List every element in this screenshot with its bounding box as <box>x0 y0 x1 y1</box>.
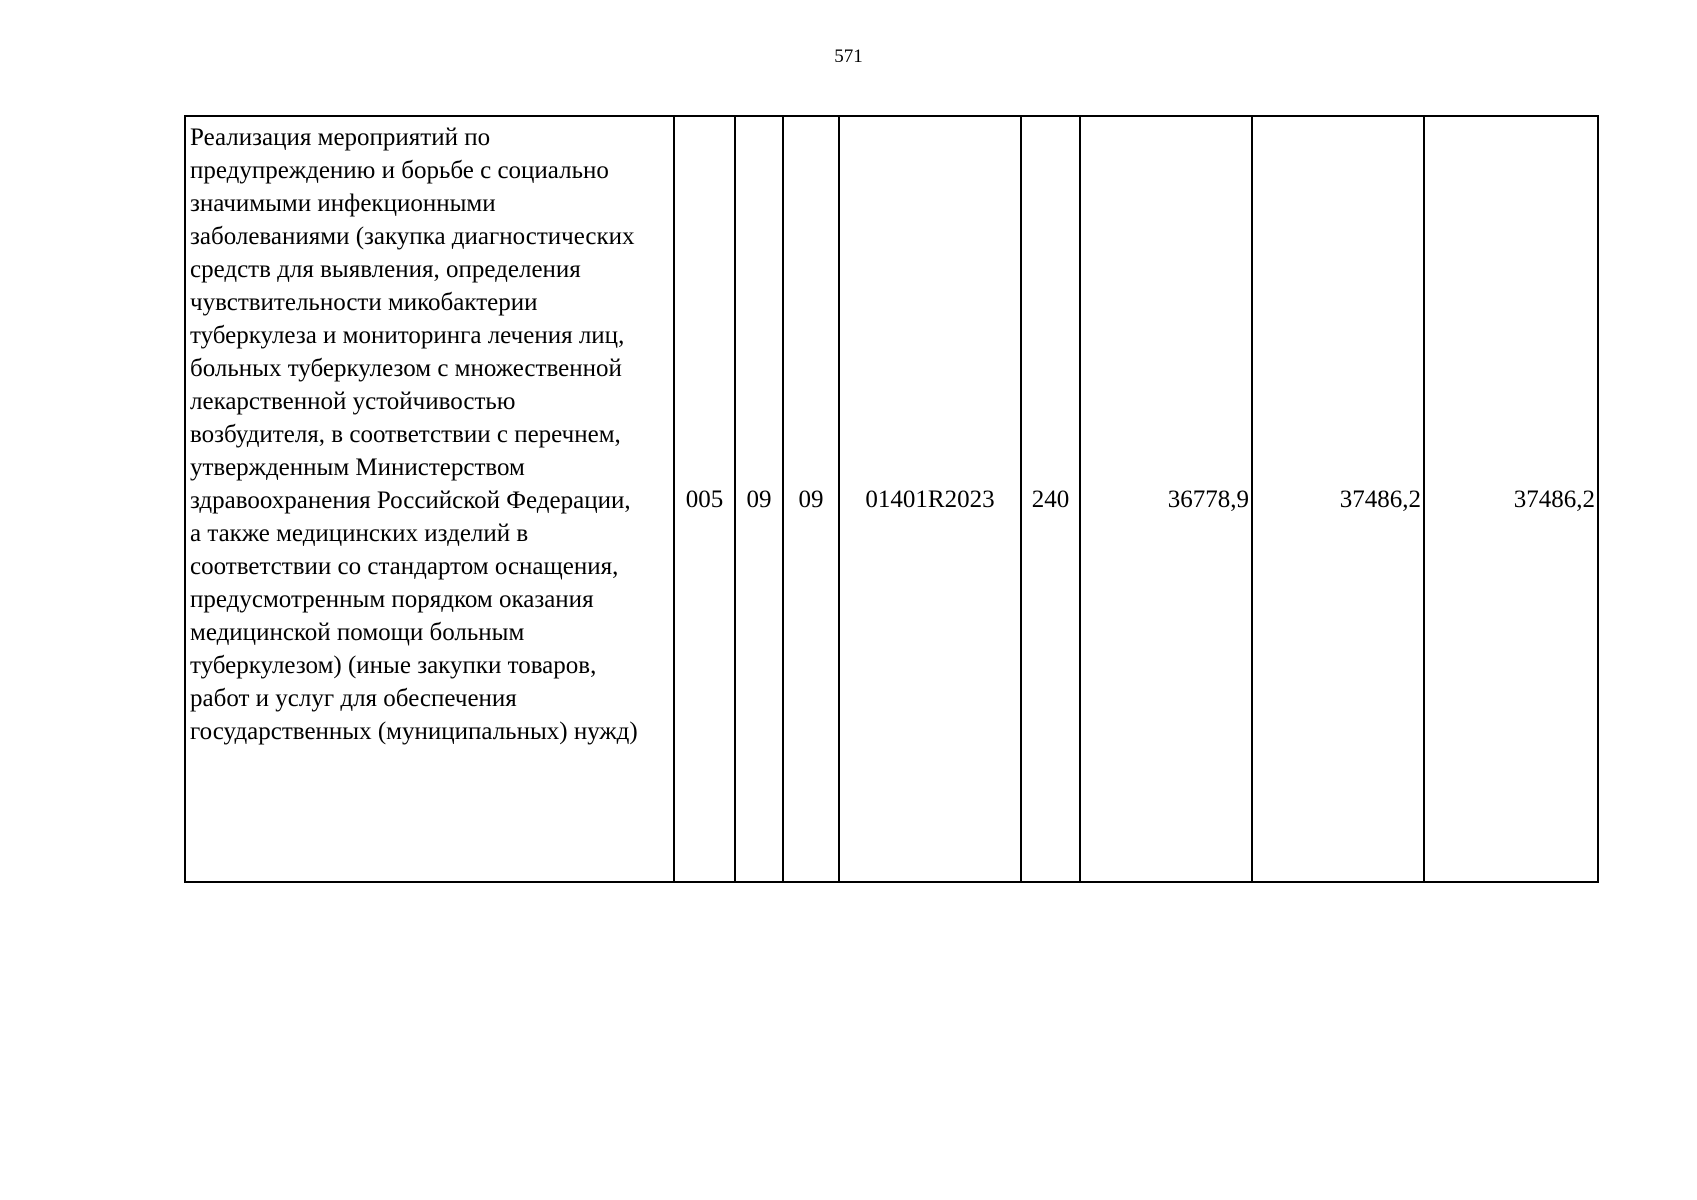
amount-year-3-cell: 37486,2 <box>1424 116 1598 882</box>
expense-description-cell: Реализация мероприятий по предупреждению и борьбе с социально значимыми инфекционными заболеваниями (закупка диагностических средств для выявления, определения чувствительности микобактерии туберкулеза и мониторинга лечения лиц, больных туберкулезом с множественной лекарственной устойчивостью возбудителя, в соответствии с перечнем, утвержденным Министерством здравоохранения Российской Федерации, а также медицинских изделий в соответствии со стандартом оснащения, предусмотренным порядком оказания медицинской помощи больным туберкулезом) (иные закупки товаров, работ и услуг для обеспечения государственных (муниципальных) нужд) <box>185 116 674 882</box>
amount-year-2-cell: 37486,2 <box>1252 116 1424 882</box>
amount-year-1-cell: 36778,9 <box>1080 116 1252 882</box>
budget-table <box>184 115 1599 883</box>
section-code-cell: 09 <box>735 116 783 882</box>
expense-type-cell: 240 <box>1021 116 1080 882</box>
page-number: 571 <box>834 46 863 67</box>
ministry-code-cell: 005 <box>674 116 735 882</box>
table-row <box>185 116 1598 882</box>
target-article-cell: 01401R2023 <box>839 116 1021 882</box>
subsection-code-cell: 09 <box>783 116 839 882</box>
